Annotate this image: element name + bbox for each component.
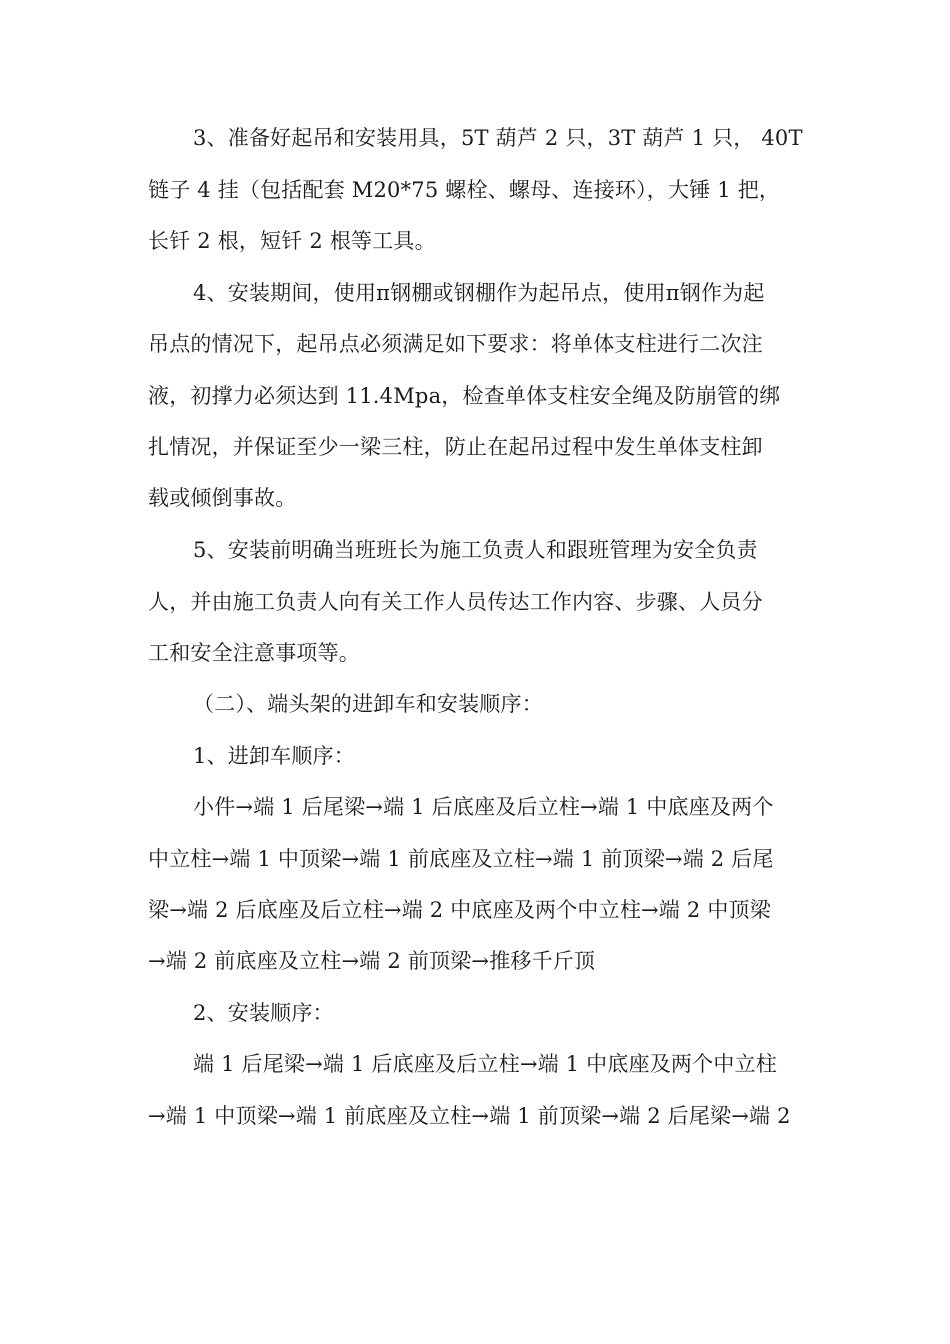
text-line: 人，并由施工负责人向有关工作人员传达工作内容、步骤、人员分 (148, 590, 763, 614)
text-line: 吊点的情况下，起吊点必须满足如下要求：将单体支柱进行二次注 (148, 332, 763, 356)
text-line: 扎情况，并保证至少一梁三柱，防止在起吊过程中发生单体支柱卸 (148, 435, 763, 459)
text-line: 端 1 后尾梁→端 1 后底座及后立柱→端 1 中底座及两个中立柱 (193, 1052, 777, 1076)
text-line: 工和安全注意事项等。 (148, 641, 360, 665)
text-line: 3、准备好起吊和安装用具，5T 葫芦 2 只，3T 葫芦 1 只， 40T (193, 126, 803, 150)
text-line: 载或倾倒事故。 (148, 486, 297, 510)
text-line: 长钎 2 根，短钎 2 根等工具。 (148, 229, 436, 253)
subsection-heading: 2、安装顺序： (193, 1001, 334, 1025)
text-line: →端 2 前底座及立柱→端 2 前顶梁→推移千斤顶 (148, 949, 596, 973)
section-heading: （二）、端头架的进卸车和安装顺序： (193, 692, 543, 716)
text-line: →端 1 中顶梁→端 1 前底座及立柱→端 1 前顶梁→端 2 后尾梁→端 2 (148, 1104, 791, 1128)
text-line: 小件→端 1 后尾梁→端 1 后底座及后立柱→端 1 中底座及两个 (193, 795, 774, 819)
text-line: 链子 4 挂（包括配套 M20*75 螺栓、螺母、连接环），大锤 1 把， (148, 178, 781, 202)
text-line: 梁→端 2 后底座及后立柱→端 2 中底座及两个中立柱→端 2 中顶梁 (148, 898, 771, 922)
text-line: 5、安装前明确当班班长为施工负责人和跟班管理为安全负责 (193, 538, 758, 562)
text-line: 中立柱→端 1 中顶梁→端 1 前底座及立柱→端 1 前顶梁→端 2 后尾 (148, 847, 774, 871)
text-line: 液，初撑力必须达到 11.4Mpa，检查单体支柱安全绳及防崩管的绑 (148, 384, 781, 408)
subsection-heading: 1、进卸车顺序： (193, 744, 355, 768)
text-line: 4、安装期间，使用π钢棚或钢棚作为起吊点，使用π钢作为起 (193, 281, 765, 305)
